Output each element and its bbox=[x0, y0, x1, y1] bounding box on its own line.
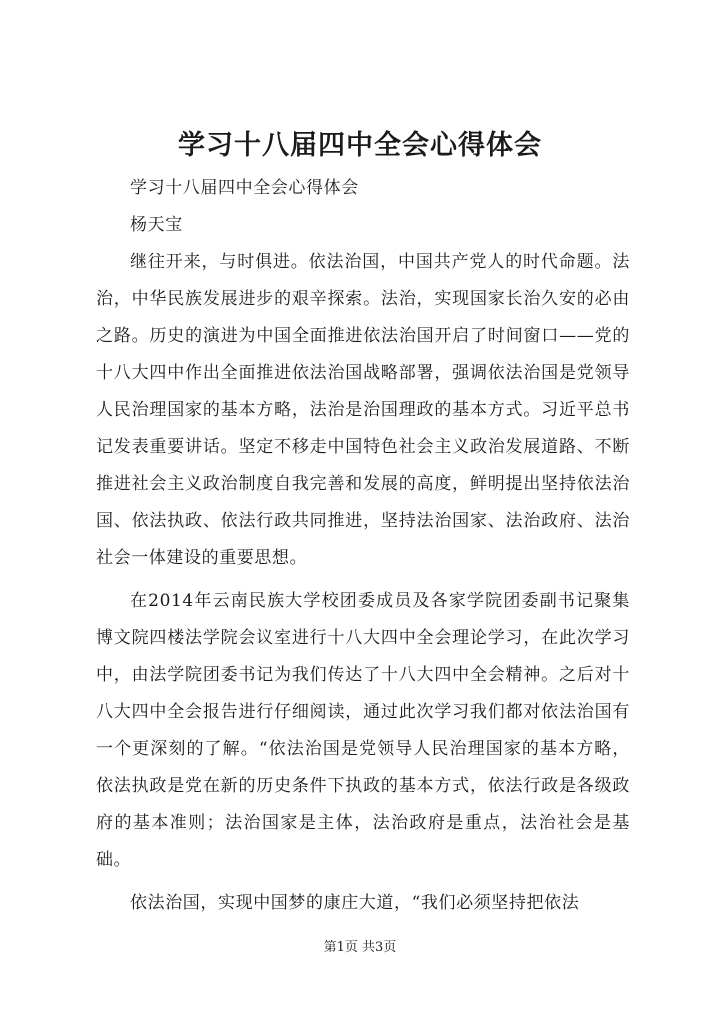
page-number-footer: 第1页 共3页 bbox=[323, 940, 397, 955]
document-title: 学习十八届四中全会心得体会 bbox=[178, 130, 542, 161]
body-paragraph: 依法治国，实现中国梦的康庄大道，“我们必须坚持把依法 bbox=[130, 893, 580, 913]
document-body bbox=[96, 170, 630, 922]
subtitle-paragraph: 学习十八届四中全会心得体会 bbox=[130, 178, 359, 198]
author-paragraph: 杨天宝 bbox=[130, 215, 183, 235]
body-paragraph: 在2014年云南民族大学校团委成员及各家学院团委副书记聚集博文院四楼法学院会议室进行十八大四中全会理论学习，在此次学习中，由法学院团委书记为我们传达了十八大四中全会精神。之后对十八大四中全会报告进行仔细阅读，通过此次学习我们都对依法治国有一个更深刻的了解。“依法治国是党领导人民治理国家的基本方略，依法执政是党在新的历史条件下执政的基本方式，依法行政是各级政府的基本准则；法治国家是主体，法治政府是重点，法治社会是基础。 bbox=[96, 591, 630, 870]
body-paragraph: 继往开来，与时俱进。依法治国，中国共产党人的时代命题。法治，中华民族发展进步的艰辛探索。法治，实现国家长治久安的必由之路。历史的演进为中国全面推进依法治国开启了时间窗口——党的十八大四中作出全面推进依法治国战略部署，强调依法治国是党领导人民治理国家的基本方略，法治是治国理政的基本方式。习近平总书记发表重要讲话。坚定不移走中国特色社会主义政治发展道路、不断推进社会主义政治制度自我完善和发展的高度，鲜明提出坚持依法治国、依法执政、依法行政共同推进，坚持法治国家、法治政府、法治社会一体建设的重要思想。 bbox=[96, 252, 630, 568]
